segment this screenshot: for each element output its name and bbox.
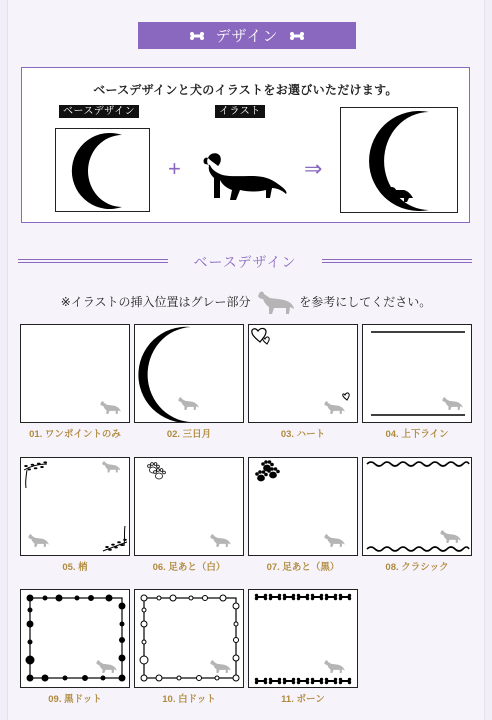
design-preview	[21, 458, 130, 556]
gray-dog-icon	[324, 534, 344, 547]
note-text-after: を参考にしてください。	[299, 295, 432, 310]
design-card-paw-white[interactable]	[134, 457, 244, 556]
bone-icon	[190, 27, 204, 44]
design-preview	[135, 590, 244, 688]
design-card-lines[interactable]	[362, 324, 472, 423]
bone-icon	[290, 27, 304, 44]
design-preview	[363, 458, 472, 556]
section-divider	[18, 252, 472, 270]
gray-dog-icon	[210, 534, 230, 547]
header-title: デザイン	[215, 28, 279, 45]
intro-text: ベースデザインと犬のイラストをお選びいただけます。	[93, 83, 398, 97]
design-card-branch[interactable]	[20, 457, 130, 556]
note-text-before: ※イラストの挿入位置はグレー部分	[60, 295, 251, 310]
design-caption: 10. 白ドット	[162, 694, 216, 705]
design-caption: 02. 三日月	[166, 429, 212, 440]
design-preview	[135, 458, 244, 556]
design-card-heart[interactable]	[248, 324, 358, 423]
design-card-classic[interactable]	[362, 457, 472, 556]
intro-box	[21, 67, 470, 223]
gray-dog-icon	[28, 534, 48, 547]
gray-dog-icon	[324, 401, 344, 414]
illustration-tag: イラスト	[215, 105, 265, 118]
result-arrow: ⇒	[304, 156, 323, 181]
gray-dog-icon	[96, 660, 116, 673]
plus-sign: +	[168, 156, 181, 181]
gray-dog-icon	[178, 397, 198, 410]
design-preview	[21, 325, 130, 423]
design-preview	[21, 590, 130, 688]
base-design-sample	[55, 128, 150, 212]
gray-dog-icon	[100, 401, 120, 414]
design-preview	[363, 325, 472, 423]
gray-dog-icon	[254, 290, 296, 316]
design-caption: 07. 足あと（黒）	[266, 562, 340, 573]
design-caption: 08. クラシック	[385, 562, 449, 573]
design-caption: 04. 上下ライン	[385, 429, 449, 440]
dog-illustration	[200, 148, 290, 206]
design-caption: 05. 梢	[62, 562, 88, 573]
design-card-crescent[interactable]	[134, 324, 244, 423]
design-preview	[249, 590, 358, 688]
design-preview	[249, 325, 358, 423]
gray-dog-icon	[210, 660, 230, 673]
base-design-tag: ベースデザイン	[59, 105, 139, 118]
design-card-dots-white[interactable]	[134, 589, 244, 688]
result-sample	[340, 107, 458, 213]
gray-dog-icon	[442, 397, 462, 410]
design-card-paw-black[interactable]	[248, 457, 358, 556]
gray-dog-icon	[324, 660, 344, 673]
design-preview	[249, 458, 358, 556]
gray-dog-icon	[440, 530, 460, 543]
placement-note	[0, 290, 492, 316]
design-card-dots-black[interactable]	[20, 589, 130, 688]
section-title: ベースデザイン	[193, 254, 297, 270]
design-caption: 11. ボーン	[281, 694, 325, 705]
section-header	[138, 22, 356, 49]
design-caption: 01. ワンポイントのみ	[29, 429, 121, 440]
design-preview	[135, 325, 244, 423]
design-card-bones[interactable]	[248, 589, 358, 688]
design-caption: 06. 足あと（白）	[152, 562, 226, 573]
design-card-none[interactable]	[20, 324, 130, 423]
design-caption: 03. ハート	[280, 429, 326, 440]
design-caption: 09. 黒ドット	[48, 694, 102, 705]
